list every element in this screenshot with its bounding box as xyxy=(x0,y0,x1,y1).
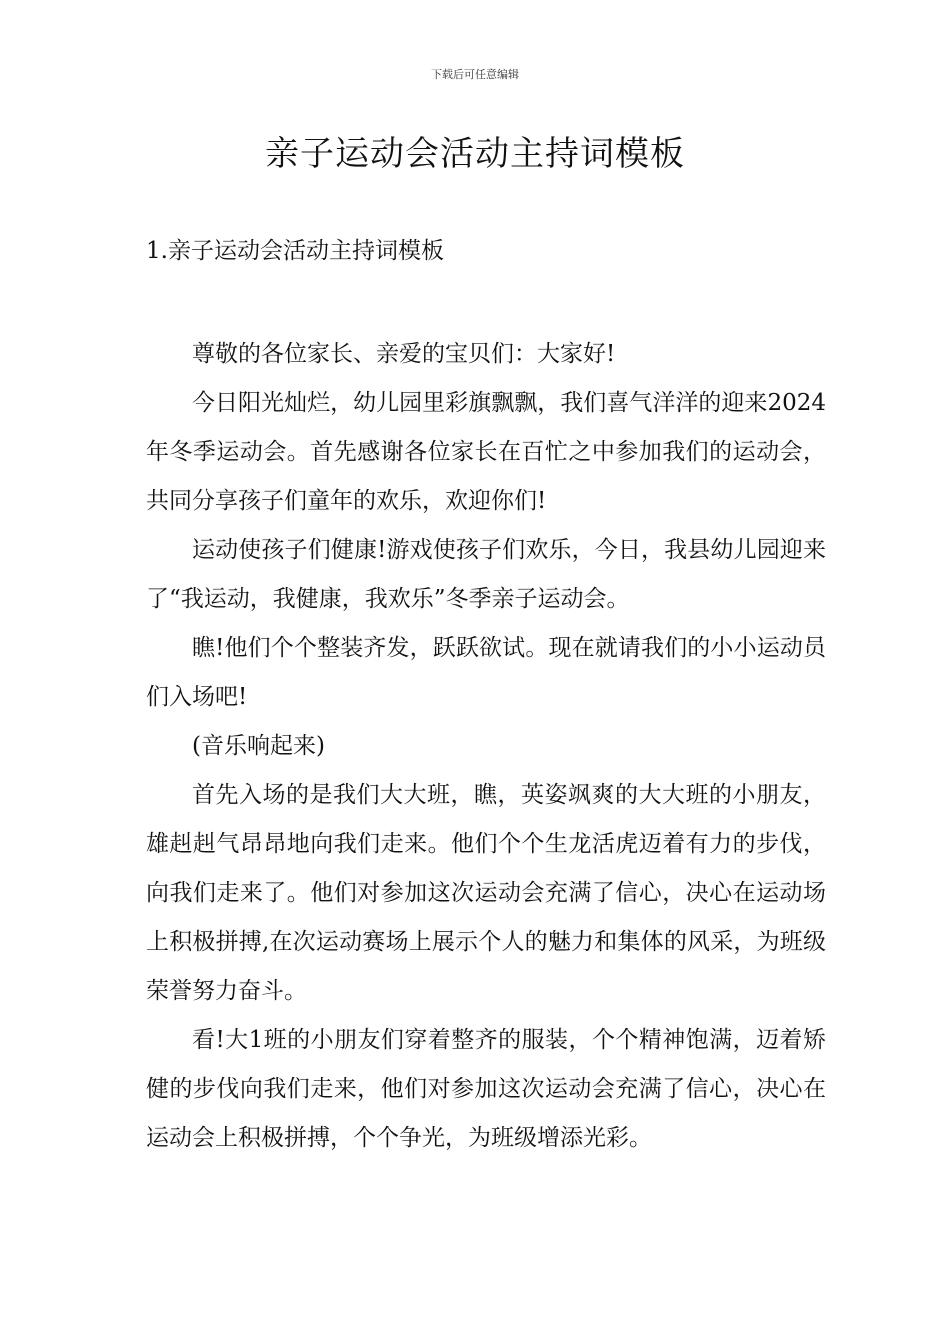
paragraph-class-senior: 首先入场的是我们大大班，瞧，英姿飒爽的大大班的小朋友，雄赳赳气昂昂地向我们走来。他们个个生龙活虎迈着有力的步伐，向我们走来了。他们对参加这次运动会充满了信心，决心在运动场上积极拼搏,在次运动赛场上展示个人的魅力和集体的风采，为班级荣誉努力奋斗。 xyxy=(146,782,826,1004)
document-title: 亲子运动会活动主持词模板 xyxy=(265,134,685,174)
paragraph-greeting: 尊敬的各位家长、亲爱的宝贝们：大家好! xyxy=(192,341,616,367)
paragraph-entrance-invite: 瞧!他们个个整装齐发，跃跃欲试。现在就请我们的小小运动员们入场吧! xyxy=(146,635,826,710)
document-body xyxy=(146,330,826,1163)
section-heading: 1.亲子运动会活动主持词模板 xyxy=(146,238,444,264)
paragraph-theme: 运动使孩子们健康!游戏使孩子们欢乐，今日，我县幼儿园迎来了“我运动，我健康，我欢乐”冬季亲子运动会。 xyxy=(146,537,826,612)
paragraph-class-1: 看!大1班的小朋友们穿着整齐的服装，个个精神饱满，迈着矫健的步伐向我们走来，他们对参加这次运动会充满了信心，决心在运动会上积极拼搏，个个争光，为班级增添光彩。 xyxy=(146,1027,826,1151)
header-note: 下载后可任意编辑 xyxy=(431,68,519,81)
paragraph-opening: 今日阳光灿烂，幼儿园里彩旗飘飘，我们喜气洋洋的迎来2024年冬季运动会。首先感谢各位家长在百忙之中参加我们的运动会，共同分享孩子们童年的欢乐，欢迎你们! xyxy=(146,390,826,514)
paragraph-music-cue: (音乐响起来) xyxy=(192,733,325,759)
